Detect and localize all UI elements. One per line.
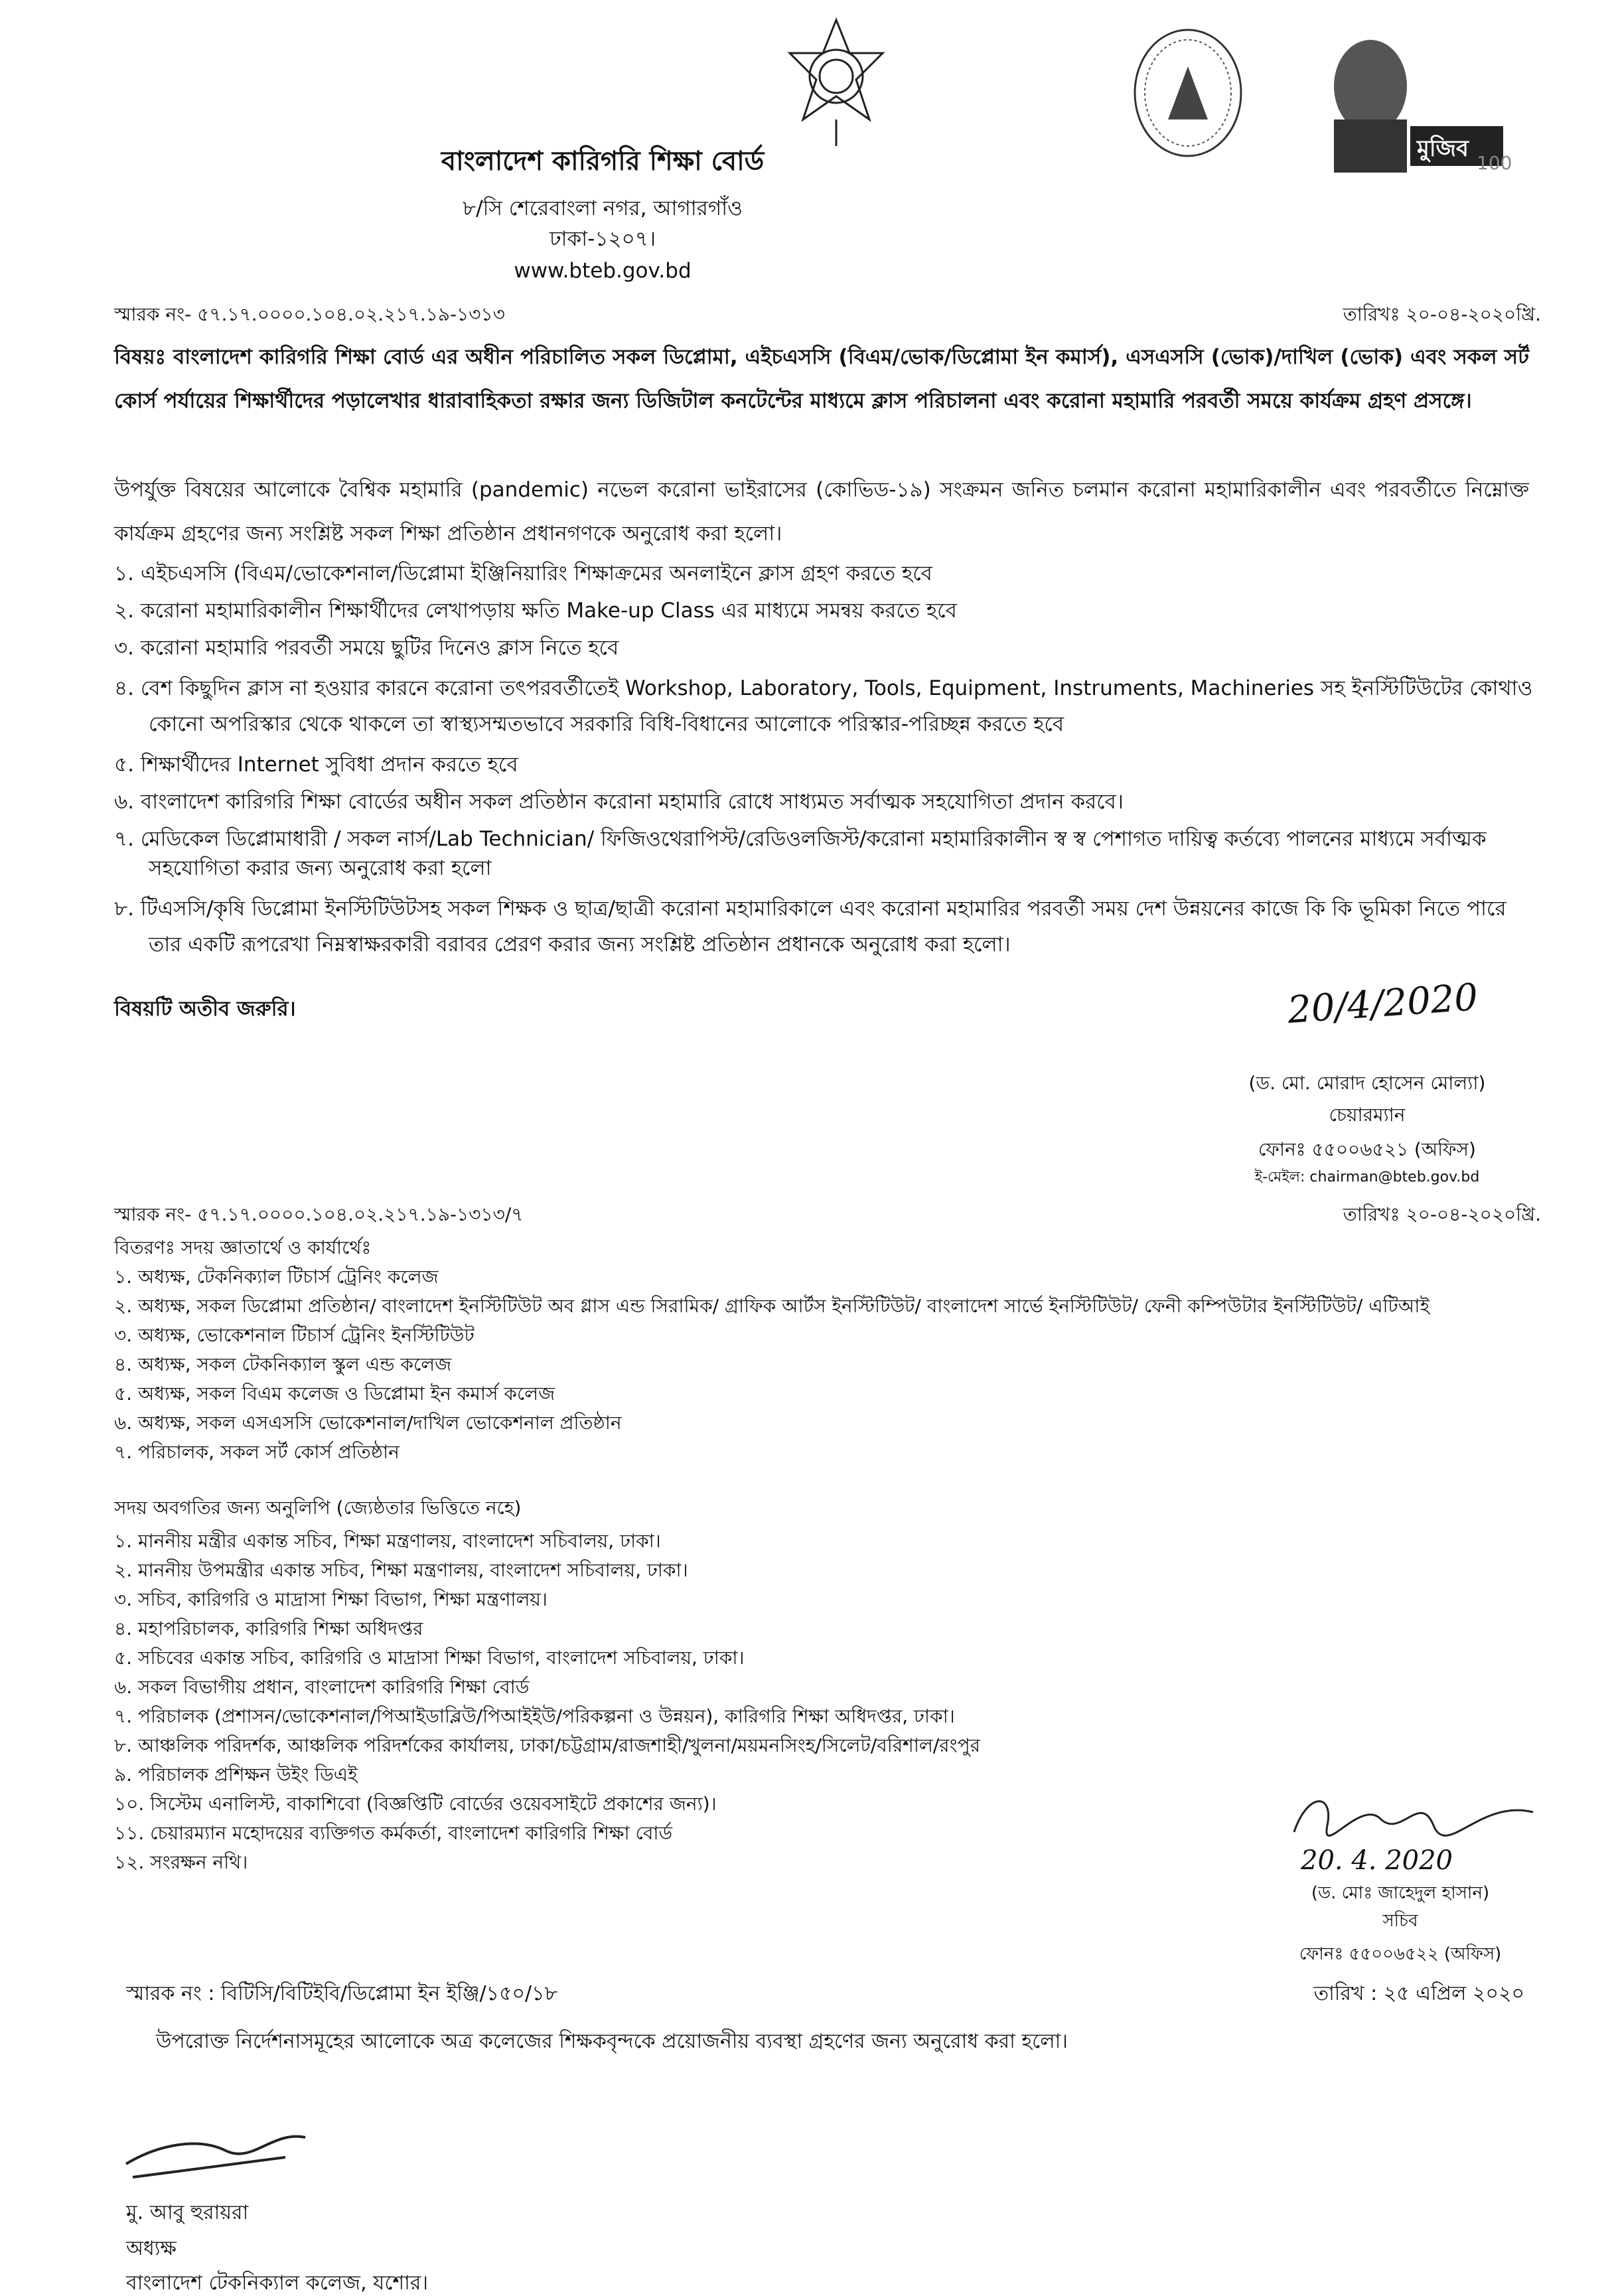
memo1-intro: উপর্যুক্ত বিষয়ের আলোকে বৈশ্বিক মহামারি (pandemic) নভেল করোনা ভাইরাসের (কোভিড-১৯) সংক্রমন জনিত চলমান করোনা মহামারিকালীন এবং পরবর্তীতে নিম্নোক্ত কার্যক্রম গ্রহণের জন্য সংশ্লিষ্ট সকল শিক্ষা প্রতিষ্ঠান প্রধানগণকে অনুরোধ করা হলো। (114, 478, 1529, 546)
secretary-signature-date: 20. 4. 2020 (1301, 1845, 1453, 1876)
list-item: ৪. বেশ কিছুদিন ক্লাস না হওয়ার কারনে করোনা তৎপরবর্তীতেই Workshop, Laboratory, Tools, Equipment, Instruments, Machineries সহ ইনস্টিটিউটের কোথাও কোনো অপরিস্কার থেকে থাকলে তা স্বাস্থ্যসম্মতভাবে সরকারি বিধি-বিধানের আলোকে পরিস্কার-পরিচ্ছন্ন করতে হবে (114, 676, 1533, 736)
principal-name: মু. আবু হুরায়রা (126, 2201, 249, 2224)
list-item: ১০. সিস্টেম এনালিস্ট, বাকাশিবো (বিজ্ঞপ্তিটি বোর্ডের ওয়েবসাইটে প্রকাশের জন্য)। (114, 1793, 717, 1815)
secretary-title: সচিব (1382, 1911, 1418, 1931)
bteb-emblem-icon (783, 13, 889, 146)
memo2-date: তারিখঃ ২০-০৪-২০২০খ্রি. (1343, 1203, 1541, 1225)
memo2-ref: স্মারক নং- ৫৭.১৭.০০০০.১০৪.০২.২১৭.১৯-১৩১৩/৭ (114, 1203, 524, 1225)
list-item: ৫. সচিবের একান্ত সচিব, কারিগরি ও মাদ্রাসা শিক্ষা বিভাগ, বাংলাদেশ সচিবালয়, ঢাকা। (114, 1647, 745, 1669)
list-item: ২. মাননীয় উপমন্ত্রীর একান্ত সচিব, শিক্ষা মন্ত্রণালয়, বাংলাদেশ সচিবালয়, ঢাকা। (114, 1559, 688, 1581)
list-item: ৫. অধ্যক্ষ, সকল বিএম কলেজ ও ডিপ্লোমা ইন কমার্স কলেজ (114, 1383, 555, 1405)
memo3-date: তারিখ : ২৫ এপ্রিল ২০২০ (1313, 1982, 1524, 2005)
list-item: ৮. টিএসসি/কৃষি ডিপ্লোমা ইনস্টিটিউটসহ সকল শিক্ষক ও ছাত্র/ছাত্রী করোনা মহামারিকালে এবং করোনা মহামারির পরবর্তী সময় দেশ উন্নয়নের কাজে কি কি ভূমিকা নিতে পারে তার একটি রূপরেখা নিম্নস্বাক্ষরকারী বরাবর প্রেরণ করার জন্য সংশ্লিষ্ট প্রতিষ্ঠান প্রধানকে অনুরোধ করা হলো। (114, 897, 1506, 957)
list-item: ১১. চেয়ারম্যান মহোদয়ের ব্যক্তিগত কর্মকর্তা, বাংলাদেশ কারিগরি শিক্ষা বোর্ড (114, 1822, 673, 1844)
chairman-email[interactable]: ই-মেইল: chairman@bteb.gov.bd (1254, 1169, 1480, 1186)
list-item: ৪. অধ্যক্ষ, সকল টেকনিক্যাল স্কুল এন্ড কলেজ (114, 1353, 452, 1375)
chairman-signature: 20/4/2020 (1286, 976, 1480, 1032)
list-item: ২. অধ্যক্ষ, সকল ডিপ্লোমা প্রতিষ্ঠান/ বাংলাদেশ ইনস্টিটিউট অব গ্লাস এন্ড সিরামিক/ গ্রাফিক আর্টস ইনস্টিটিউট/ বাংলাদেশ সার্ভে ইনস্টিটিউট/ ফেনী কম্পিউটার ইনস্টিটিউট/ এটিআই (114, 1295, 1430, 1317)
distribution-heading: বিতরণঃ সদয় জ্ঞাতার্থে ও কার্যার্থেঃ (114, 1237, 372, 1259)
principal-signature-scribble (119, 2117, 319, 2190)
chairman-title: চেয়ারম্যান (1329, 1104, 1406, 1126)
chairman-phone: ফোনঃ ৫৫০০৬৫২১ (অফিস) (1258, 1138, 1476, 1160)
org-website[interactable]: www.bteb.gov.bd (514, 259, 692, 283)
list-item: ৯. পরিচালক প্রশিক্ষন উইং ডিএই (114, 1764, 358, 1786)
list-item: ২. করোনা মহামারিকালীন শিক্ষার্থীদের লেখাপড়ায় ক্ষতি Make-up Class এর মাধ্যমে সমন্বয় করতে হবে (114, 599, 957, 623)
list-item: ৩. করোনা মহামারি পরবর্তী সময়ে ছুটির দিনেও ক্লাস নিতে হবে (114, 636, 619, 660)
list-item: ৬. সকল বিভাগীয় প্রধান, বাংলাদেশ কারিগরি শিক্ষা বোর্ড (114, 1676, 530, 1698)
memo3-body: উপরোক্ত নির্দেশনাসমূহের আলোকে অত্র কলেজের শিক্ষকবৃন্দকে প্রয়োজনীয় ব্যবস্থা গ্রহণের জন্য অনুরোধ করা হলো। (156, 2030, 1068, 2053)
mujib-100-logo (1317, 27, 1530, 173)
memo1-date: তারিখঃ ২০-০৪-২০২০খ্রি. (1343, 303, 1541, 325)
distribution-list (114, 1263, 1534, 1467)
list-item: ১. মাননীয় মন্ত্রীর একান্ত সচিব, শিক্ষা মন্ত্রণালয়, বাংলাদেশ সচিবালয়, ঢাকা। (114, 1530, 661, 1552)
secretary-signature-scribble (1281, 1786, 1546, 1852)
list-item: ৮. আঞ্চলিক পরিদর্শক, আঞ্চলিক পরিদর্শকের কার্যালয়, ঢাকা/চট্টগ্রাম/রাজশাহী/খুলনা/ময়মনসিংহ/সিলেট/বরিশাল/রংপুর (114, 1734, 981, 1756)
list-item: ৩. অধ্যক্ষ, ভোকেশনাল টিচার্স ট্রেনিং ইনস্টিটিউট (114, 1324, 475, 1346)
list-item: ৬. বাংলাদেশ কারিগরি শিক্ষা বোর্ডের অধীন সকল প্রতিষ্ঠান করোনা মহামারি রোধে সাধ্যমত সর্বাত্মক সহযোগিতা প্রদান করবে। (114, 790, 1124, 814)
list-item: ১. এইচএসসি (বিএম/ভোকেশনাল/ডিপ্লোমা ইঞ্জিনিয়ারিং শিক্ষাক্রমের অনলাইনে ক্লাস গ্রহণ করতে হবে (114, 562, 932, 585)
org-title: বাংলাদেশ কারিগরি শিক্ষা বোর্ড (441, 146, 765, 177)
memo1-subject: বিষয়ঃ বাংলাদেশ কারিগরি শিক্ষা বোর্ড এর অধীন পরিচালিত সকল ডিপ্লোমা, এইচএসসি (বিএম/ভোক/ডিপ্লোমা ইন কমার্স), এসএসসি (ভোক)/দাখিল (ভোক) এবং সকল সর্ট কোর্স পর্যায়ের শিক্ষার্থীদের পড়ালেখার ধারাবাহিকতা রক্ষার জন্য ডিজিটাল কনটেন্টের মাধ্যমে ক্লাস পরিচালনা এবং করোনা মহামারি পরবর্তী সময়ে কার্যক্রম গ্রহণ প্রসঙ্গে। (114, 345, 1529, 413)
list-item: ১২. সংরক্ষন নথি। (114, 1851, 248, 1873)
principal-title: অধ্যক্ষ (126, 2237, 177, 2260)
secretary-name: (ড. মোঃ জাহেদুল হাসান) (1311, 1883, 1490, 1903)
list-item: ৪. মহাপরিচালক, কারিগরি শিক্ষা অধিদপ্তর (114, 1618, 423, 1640)
org-address: ৮/সি শেরেবাংলা নগর, আগারগাঁও (463, 196, 743, 220)
org-city: ঢাকা-১২০৭। (549, 227, 656, 251)
memo1-action-list (114, 559, 1534, 962)
memo3-ref: স্মারক নং : বিটিসি/বিটিইবি/ডিপ্লোমা ইন ইঞ্জি/১৫০/১৮ (126, 1982, 558, 2005)
urgent-note: বিষয়টি অতীব জরুরি। (114, 997, 296, 1021)
list-item: ৫. শিক্ষার্থীদের Internet সুবিধা প্রদান করতে হবে (114, 753, 518, 777)
chairman-name: (ড. মো. মোরাদ হোসেন মোল্যা) (1248, 1072, 1486, 1094)
list-item: ১. অধ্যক্ষ, টেকনিক্যাল টিচার্স ট্রেনিং কলেজ (114, 1266, 439, 1288)
memo1-ref: স্মারক নং- ৫৭.১৭.০০০০.১০৪.০২.২১৭.১৯-১৩১৩ (114, 303, 505, 325)
list-item: ৭. পরিচালক, সকল সর্ট কোর্স প্রতিষ্ঠান (114, 1441, 400, 1463)
secretary-phone: ফোনঃ ৫৫০০৬৫২২ (অফিস) (1299, 1944, 1502, 1964)
copy-heading: সদয় অবগতির জন্য অনুলিপি (জ্যেষ্ঠতার ভিত্তিতে নহে) (114, 1497, 522, 1519)
list-item: ৭. পরিচালক (প্রশাসন/ভোকেশনাল/পিআইডাব্লিউ/পিআইইউ/পরিকল্পনা ও উন্নয়ন), কারিগরি শিক্ষা অধিদপ্তর, ঢাকা। (114, 1705, 955, 1727)
list-item: ৬. অধ্যক্ষ, সকল এসএসসি ভোকেশনাল/দাখিল ভোকেশনাল প্রতিষ্ঠান (114, 1412, 622, 1434)
svg-text:100: 100 (1477, 152, 1512, 173)
seal-icon (1128, 27, 1248, 159)
list-item: ৭. মেডিকেল ডিপ্লোমাধারী / সকল নার্স/Lab Technician/ ফিজিওথেরাপিস্ট/রেডিওলজিস্ট/করোনা মহামারিকালীন স্ব স্ব পেশাগত দায়িত্ব কর্তব্যে পালনের মাধ্যমে সর্বাত্মক সহযোগিতা করার জন্য অনুরোধ করা হলো (114, 827, 1487, 880)
list-item: ৩. সচিব, কারিগরি ও মাদ্রাসা শিক্ষা বিভাগ, শিক্ষা মন্ত্রণালয়। (114, 1588, 548, 1610)
principal-college: বাংলাদেশ টেকনিক্যাল কলেজ, যশোর। (126, 2271, 429, 2295)
svg-text:মুজিব: মুজিব (1417, 135, 1469, 162)
